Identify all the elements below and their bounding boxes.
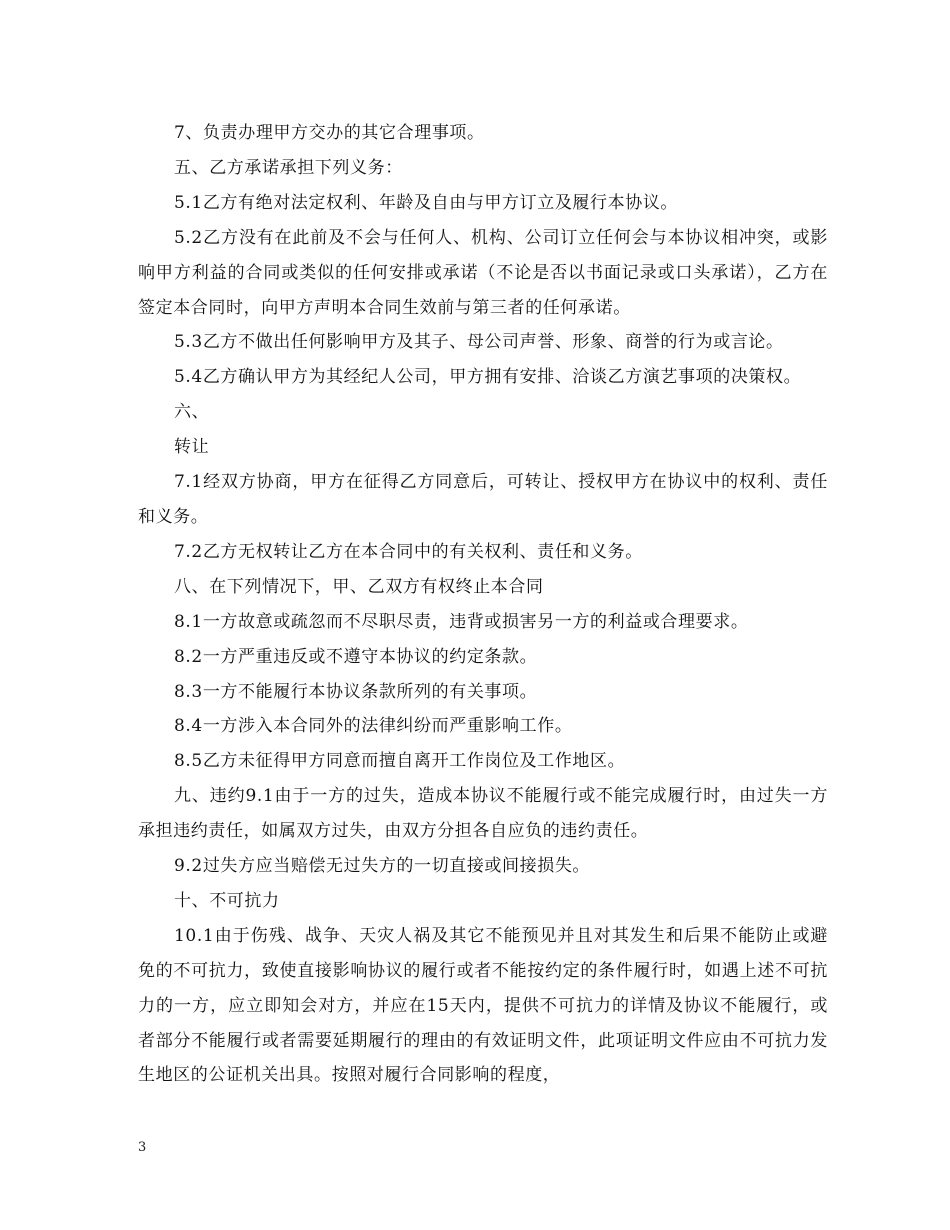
section-heading-6: 六、 xyxy=(174,402,210,423)
clause-9-1: 九、违约9.1由于一方的过失，造成本协议不能履行或不能完成履行时，由过失一方承担违约责任，如属双方过失，由双方分担各自应负的违约责任。 xyxy=(138,786,828,842)
clause-10-1: 10.1由于伤残、战争、天灾人祸及其它不能预见并且对其发生和后果不能防止或避免的不可抗力，致使直接影响协议的履行或者不能按约定的条件履行时，如遇上述不可抗力的一方，应立即知会对方，并应在15天内，提供不可抗力的详情及协议不能履行，或者部分不能履行或者需要延期履行的理由的有效证明文件，此项证明文件应由不可抗力发生地区的公证机关出具。按照对履行合同影响的程度， xyxy=(138,925,828,1086)
clause-8-5: 8.5乙方未征得甲方同意而擅自离开工作岗位及工作地区。 xyxy=(174,751,626,772)
clause-9-2: 9.2过失方应当赔偿无过失方的一切直接或间接损失。 xyxy=(174,856,591,877)
clause-5-3: 5.3乙方不做出任何影响甲方及其子、母公司声誉、形象、商誉的行为或言论。 xyxy=(174,332,784,353)
section-heading-10: 十、不可抗力 xyxy=(174,890,280,911)
clause-5-2: 5.2乙方没有在此前及不会与任何人、机构、公司订立任何会与本协议相冲突，或影响甲方利益的合同或类似的任何安排或承诺（不论是否以书面记录或口头承诺），乙方在签定本合同时，向甲方声明本合同生效前与第三者的任何承诺。 xyxy=(138,227,828,318)
clause-7-2: 7.2乙方无权转让乙方在本合同中的有关权利、责任和义务。 xyxy=(174,541,643,562)
clause-8-4: 8.4一方涉入本合同外的法律纠纷而严重影响工作。 xyxy=(174,716,573,737)
clause-5-4: 5.4乙方确认甲方为其经纪人公司，甲方拥有安排、洽谈乙方演艺事项的决策权。 xyxy=(174,367,802,388)
section-heading-8: 八、在下列情况下，甲、乙双方有权终止本合同 xyxy=(174,576,544,597)
section-heading-5: 五、乙方承诺承担下列义务： xyxy=(174,157,403,178)
clause-5-1: 5.1乙方有绝对法定权利、年龄及自由与甲方订立及履行本协议。 xyxy=(174,192,679,213)
clause-8-1: 8.1一方故意或疏忽而不尽职尽责，违背或损害另一方的利益或合理要求。 xyxy=(174,611,749,632)
paragraph-item-7: 7、负责办理甲方交办的其它合理事项。 xyxy=(174,123,485,143)
document-body xyxy=(138,116,828,1093)
clause-7-1: 7.1经双方协商，甲方在征得乙方同意后，可转让、授权甲方在协议中的权利、责任和义务。 xyxy=(138,472,828,527)
section-title-transfer: 转让 xyxy=(174,437,210,458)
page-number: 3 xyxy=(138,1140,147,1155)
clause-8-3: 8.3一方不能履行本协议条款所列的有关事项。 xyxy=(174,681,538,702)
clause-8-2: 8.2一方严重违反或不遵守本协议的约定条款。 xyxy=(174,646,538,667)
